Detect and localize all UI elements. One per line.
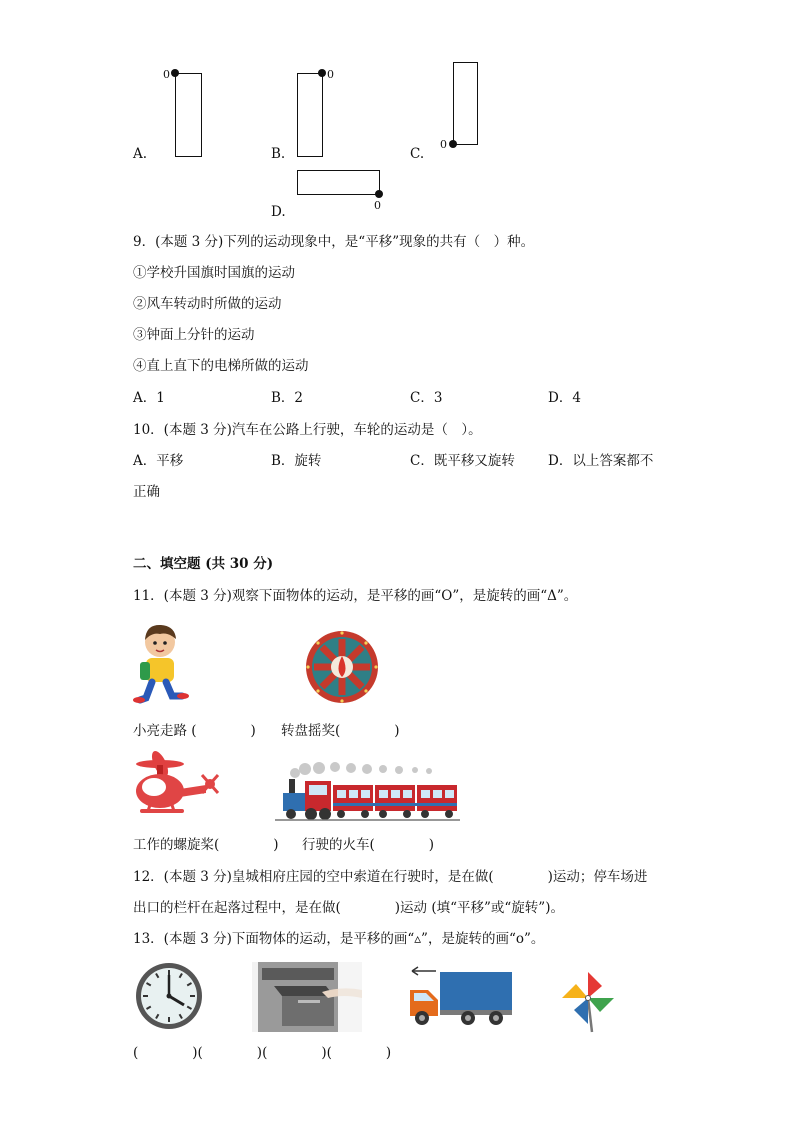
pivot-label: 0 xyxy=(374,199,381,212)
walking-boy-image xyxy=(130,620,190,704)
pivot-dot xyxy=(318,69,326,77)
section-title: 二、填空题 (共 30 分) xyxy=(133,556,274,572)
q9-option-c[interactable]: C．3 xyxy=(410,390,443,406)
option-a-label[interactable]: A. xyxy=(133,146,148,162)
q12-line-2: 出口的栏杆在起落过程中，是在做( )运动 (填“平移”或“旋转”)。 xyxy=(133,900,564,916)
rectangle-shape xyxy=(297,73,323,157)
option-c-label[interactable]: C. xyxy=(410,146,425,162)
q9-item-1: ①学校升国旗时国旗的运动 xyxy=(133,265,295,281)
q9-option-b[interactable]: B．2 xyxy=(271,390,304,406)
option-d-label[interactable]: D. xyxy=(271,204,286,220)
q10-option-d[interactable]: D．以上答案都不 xyxy=(548,453,654,469)
q12-line-1: 12．(本题 3 分)皇城相府庄园的空中索道在行驶时，是在做( )运动；停车场进 xyxy=(133,869,648,885)
q11-item-wheel: 转盘摇奖( ) xyxy=(281,723,400,739)
rectangle-shape xyxy=(453,62,478,145)
q11-item-train: 行驶的火车( ) xyxy=(302,837,435,853)
q10-stem: 10．(本题 3 分)汽车在公路上行驶，车轮的运动是（ ）。 xyxy=(133,422,482,438)
helicopter-image xyxy=(130,755,220,820)
pivot-label: 0 xyxy=(163,68,170,81)
pinwheel-image xyxy=(558,968,618,1034)
q13-answer-row: ( )( )( )( ) xyxy=(133,1045,392,1061)
rectangle-shape xyxy=(175,73,202,157)
q11-item-walking: 小亮走路 ( ) xyxy=(133,723,256,739)
q9-stem: 9．(本题 3 分)下列的运动现象中，是“平移”现象的共有（ ）种。 xyxy=(133,234,535,250)
pivot-label: 0 xyxy=(327,68,334,81)
rectangle-shape xyxy=(297,170,380,195)
q11-stem: 11．(本题 3 分)观察下面物体的运动，是平移的画“O”，是旋转的画“Δ”。 xyxy=(133,588,578,604)
q9-option-a[interactable]: A．1 xyxy=(133,390,165,406)
prize-wheel-image xyxy=(305,630,379,704)
q9-item-4: ④直上直下的电梯所做的运动 xyxy=(133,358,309,374)
clock-image xyxy=(135,962,203,1030)
q10-option-b[interactable]: B．旋转 xyxy=(271,453,322,469)
drawer-image xyxy=(252,962,362,1032)
q10-option-d-continued: 正确 xyxy=(133,484,160,500)
q11-item-propeller: 工作的螺旋桨( ) xyxy=(133,837,279,853)
pivot-dot xyxy=(171,69,179,77)
q9-item-3: ③钟面上分针的运动 xyxy=(133,327,255,343)
q9-option-d[interactable]: D．4 xyxy=(548,390,581,406)
q13-stem: 13．(本题 3 分)下面物体的运动，是平移的画“▵”，是旋转的画“o”。 xyxy=(133,931,545,947)
q9-item-2: ②风车转动时所做的运动 xyxy=(133,296,282,312)
q10-option-a[interactable]: A．平移 xyxy=(133,453,184,469)
option-b-label[interactable]: B. xyxy=(271,146,286,162)
pivot-label: 0 xyxy=(440,138,447,151)
q10-option-c[interactable]: C．既平移又旋转 xyxy=(410,453,515,469)
pivot-dot xyxy=(449,140,457,148)
train-image xyxy=(275,763,460,823)
truck-image xyxy=(406,966,514,1030)
pivot-dot xyxy=(375,190,383,198)
